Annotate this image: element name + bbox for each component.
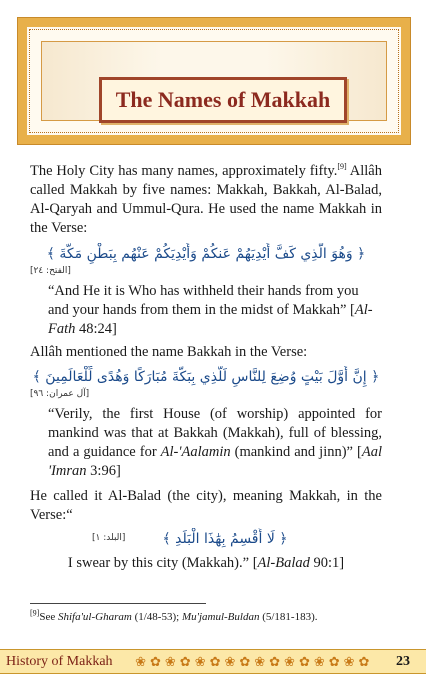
translation-quote-2 <box>30 405 382 481</box>
quote-3-source: Al-Balad <box>257 555 310 571</box>
paragraph-bakkah: Allâh mentioned the name Bakkah in the Verse: <box>30 344 308 360</box>
quote-2-text: “Verily, the first House (of worship) appointed for mankind was that at Bakkah (Makkah), full of blessing, and a guidance for <box>48 406 382 460</box>
verse-2-reference: [آل عمران: ٩٦] <box>30 389 90 399</box>
quote-1-text: “And He it is Who has withheld their hands from you and your hands from them in the midst of Makkah” <box>48 283 359 318</box>
footnote-prefix: See <box>39 611 58 623</box>
footnote-pages-2: (5/181-183). <box>259 611 318 623</box>
arabic-verse-2: ﴿ إِنَّ أَوَّلَ بَيْتٍ وُضِعَ لِلنَّاسِ لَلَّذِي بِبَكَّةَ مُبَارَكًا وَهُدًى لِّلْعَالَمِينَ ﴾ <box>32 369 380 385</box>
quote-1-verse-number: 48:24] <box>75 321 117 337</box>
translation-quote-3 <box>30 554 382 573</box>
verse-3-reference: [البلد: ١] <box>92 533 126 543</box>
translation-quote-1: “And He it is Who has withheld their hands from you and your hands from them in the midst of Makkah” [Al-Fath 48:24] <box>48 283 373 337</box>
footnote-source-1: Shifa'ul-Gharam <box>57 611 132 623</box>
arabic-verse-3: ﴿ لَا أُقْسِمُ بِهَٰذَا الْبَلَدِ ﴾ <box>162 531 288 547</box>
paragraph-balad: He called it Al-Balad (the city), meaning Makkah, in the Verse:“ <box>30 488 382 523</box>
verse-3-row <box>30 528 382 552</box>
quote-3-verse-number: 90:1] <box>309 555 345 571</box>
quote-2-term: Al-'Aalamin <box>160 444 231 460</box>
verse-1-reference: [الفتح: ٢٤] <box>30 266 71 276</box>
quote-3-text: I swear by this city (Makkah).” [ <box>67 555 258 571</box>
quote-2-text-cont: (mankind and jinn)” [ <box>230 444 362 460</box>
footnote-pages-1: (1/48-53); <box>131 611 182 623</box>
quote-2-source: Aal 'Imran <box>48 444 382 479</box>
arabic-verse-1: ﴿ وَهُوَ الَّذِي كَفَّ أَيْدِيَهُمْ عَنكُمْ وَأَيْدِيَكُمْ عَنْهُم بِبَطْنِ مَكَّةَ ﴾ <box>46 246 366 262</box>
chapter-title-box <box>99 77 347 123</box>
footnote-reference: [9] <box>337 162 347 172</box>
chapter-title: The Names of Makkah <box>115 87 331 112</box>
footer-ornament-icon: ❀✿❀✿❀✿❀✿❀✿❀✿❀✿❀✿ <box>135 654 374 669</box>
footnote <box>30 610 390 624</box>
footnote-divider <box>30 603 206 604</box>
intro-text: The Holy City has many names, approximately fifty. <box>30 163 338 179</box>
quote-1-source: Al-Fath <box>48 302 373 337</box>
footnote-source-2: Mu'jamul-Buldan <box>181 611 260 623</box>
paragraph-intro <box>30 162 382 238</box>
book-title: History of Makkah <box>6 653 113 669</box>
quote-2-verse-number: 3:96] <box>86 463 121 479</box>
page-body <box>30 162 382 573</box>
page-number: 23 <box>396 653 410 669</box>
footnote-marker: [9] <box>30 608 40 618</box>
chapter-title-banner <box>18 18 410 144</box>
page-footer <box>0 649 426 674</box>
intro-text-cont: Allâh called Makkah by five names: Makkah, Bakkah, Al-Balad, Al-Qaryah and Ummul-Qura. He used the name Makkah in the Verse: <box>30 163 382 236</box>
